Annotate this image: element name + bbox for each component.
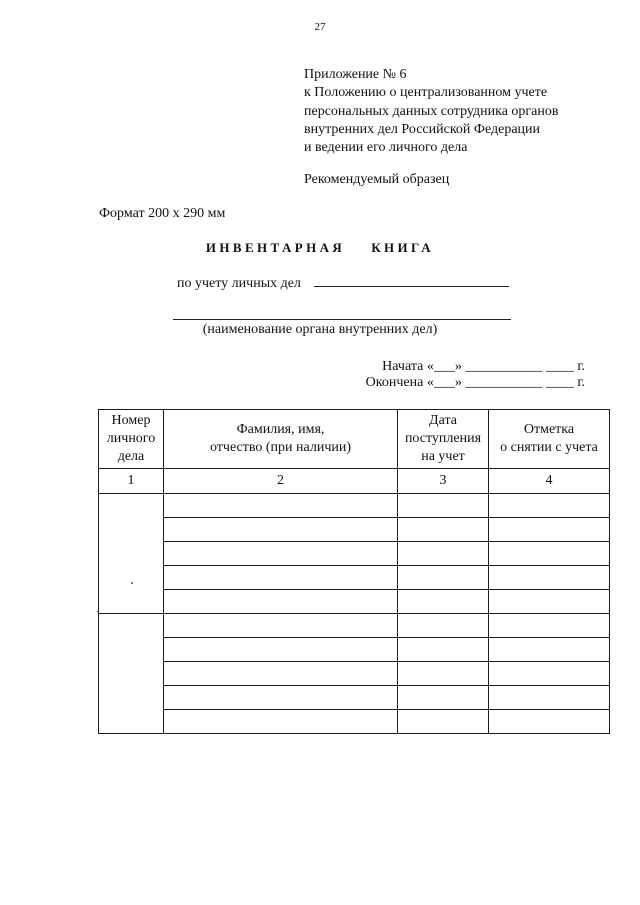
table-cell [398,686,489,710]
table-cell [164,518,398,542]
appendix-line: к Положению о централизованном учете [304,85,548,101]
table-cell [398,542,489,566]
table-cell [398,590,489,614]
table-row [99,686,610,710]
table-cell [164,638,398,662]
table-cell [398,710,489,734]
finished-date: Окончена «___» ___________ ____ г. [365,375,585,390]
table-cell [164,566,398,590]
table-cell [489,494,610,518]
table-cell [164,686,398,710]
started-date: Начата «___» ___________ ____ г. [382,359,585,374]
table-row [99,566,610,590]
table-cell [164,614,398,638]
case-number-cell [99,494,164,614]
column-number-row [99,469,610,494]
format-note: Формат 200 х 290 мм [99,206,226,221]
table-row [99,518,610,542]
org-name-line [173,319,511,320]
column-number: 1 [99,469,164,494]
table-cell [489,614,610,638]
table-cell [164,662,398,686]
page-number: 27 [314,21,326,33]
table-cell [489,542,610,566]
header-removal-mark: Отметка о снятии с учета [489,410,610,469]
purpose-label: по учету личных дел [177,276,301,291]
table-cell [489,710,610,734]
header-case-number: Номер личного дела [99,410,164,469]
appendix-line: внутренних дел Российской Федерации [304,121,541,137]
sample-note: Рекомендуемый образец [304,172,450,187]
table-row [99,710,610,734]
table-cell [489,518,610,542]
appendix-heading [304,66,558,157]
case-number-cell [99,614,164,734]
table-row [99,662,610,686]
table-cell [398,494,489,518]
table-cell [489,638,610,662]
table-cell [398,518,489,542]
table-cell [164,494,398,518]
appendix-line: Приложение № 6 [304,67,407,82]
table-row [99,614,610,638]
header-full-name: Фамилия, имя, отчество (при наличии) [164,410,398,469]
table-cell [489,590,610,614]
table-row [99,494,610,518]
table-row [99,542,610,566]
title-word-1: ИНВЕНТАРНАЯ [205,240,346,255]
table-cell [489,662,610,686]
column-number: 2 [164,469,398,494]
table-cell [398,566,489,590]
table-cell [164,710,398,734]
book-title [0,240,640,256]
table-cell [398,614,489,638]
title-word-2: КНИГА [371,240,435,255]
header-registration-date: Дата поступления на учет [398,410,489,469]
table-cell [164,590,398,614]
appendix-line: и ведении его личного дела [304,140,468,156]
table-cell [398,638,489,662]
inventory-table [98,409,610,734]
table-cell [164,542,398,566]
table-cell [398,662,489,686]
scan-speck [131,582,133,584]
org-name-caption: (наименование органа внутренних дел) [202,322,438,337]
scan-speck [97,611,99,613]
table-row [99,638,610,662]
purpose-fill-line [314,286,509,287]
column-number: 4 [489,469,610,494]
column-number: 3 [398,469,489,494]
table-header-row [99,410,610,469]
table-row [99,590,610,614]
table-cell [489,686,610,710]
table-cell [489,566,610,590]
appendix-line: персональных данных сотрудника органов [304,103,559,119]
